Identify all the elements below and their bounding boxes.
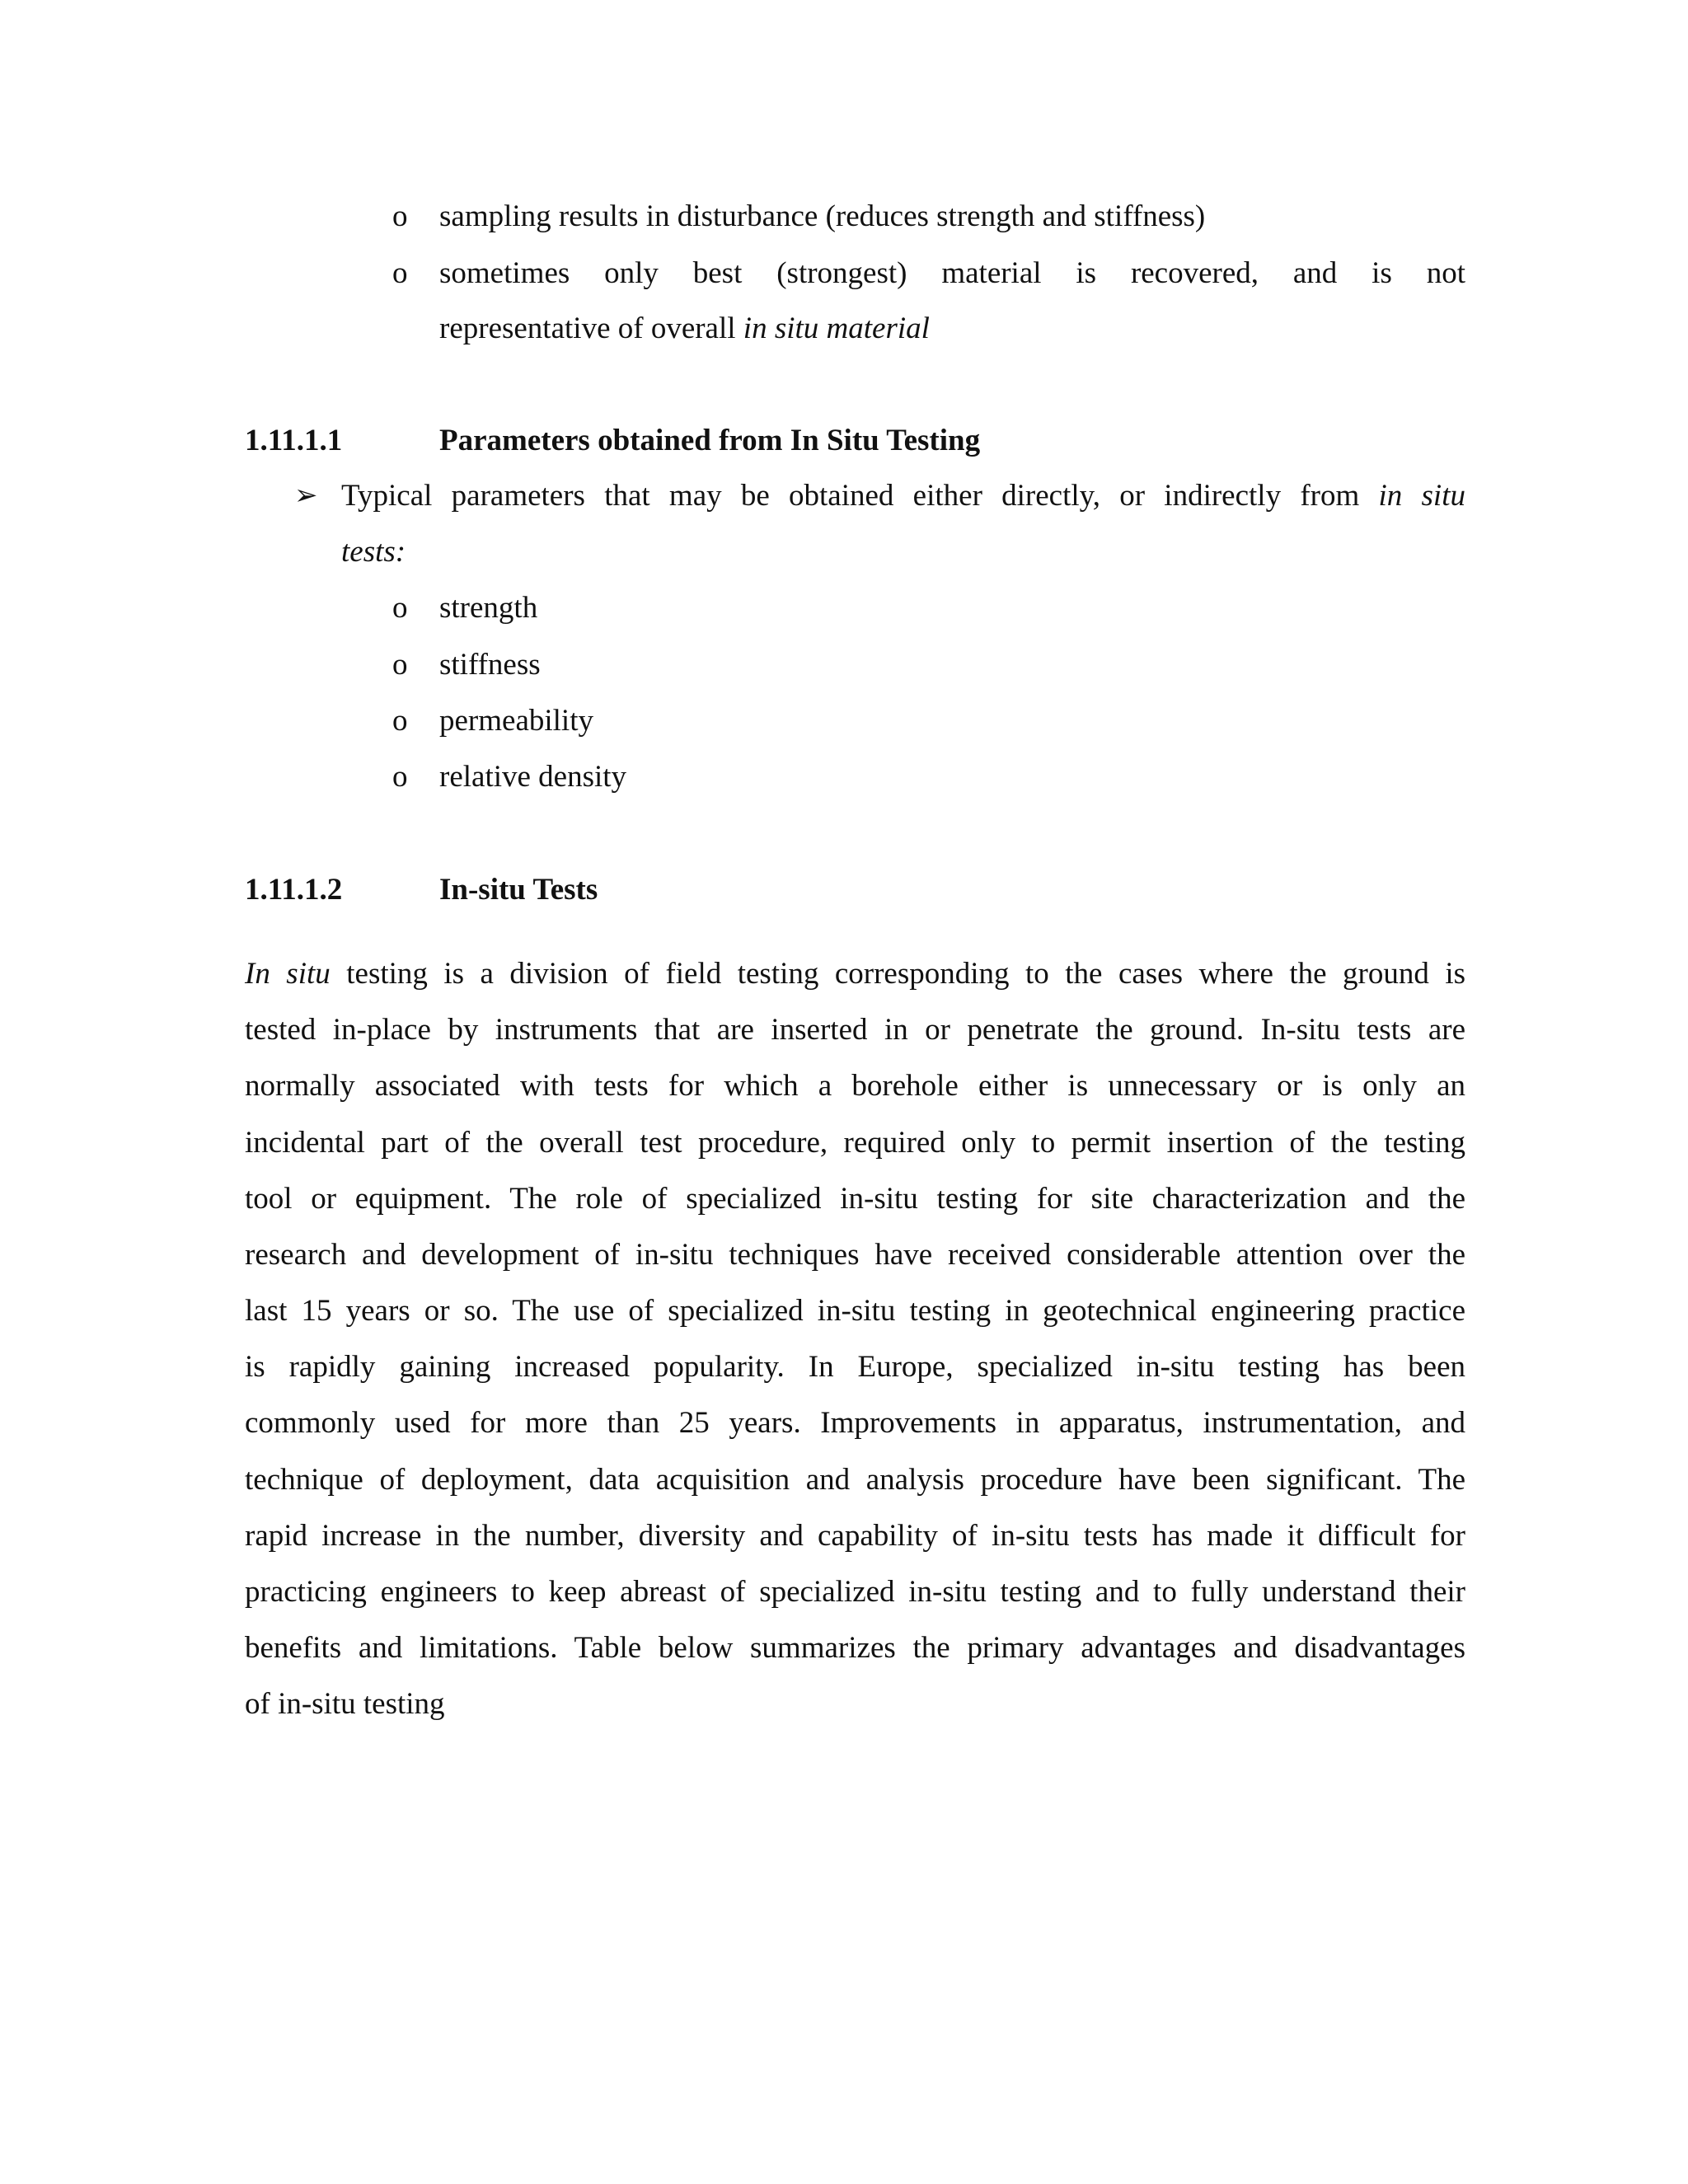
paragraph-lead-italic: In situ bbox=[245, 957, 331, 991]
bullet-text-continuation bbox=[341, 534, 406, 570]
list-item: strength bbox=[439, 591, 538, 625]
list-marker: o bbox=[392, 591, 408, 625]
bullet-text-italic: tests: bbox=[341, 535, 406, 569]
list-marker: o bbox=[392, 199, 408, 233]
paragraph-line: tool or equipment. The role of specialized in-situ testing for site characterization and the bbox=[245, 1182, 1465, 1216]
list-marker: o bbox=[392, 256, 408, 290]
arrow-bullet-icon: ➢ bbox=[294, 480, 318, 511]
list-marker: o bbox=[392, 704, 408, 738]
list-item: permeability bbox=[439, 704, 593, 738]
list-item: stiffness bbox=[439, 648, 541, 682]
paragraph-line: commonly used for more than 25 years. Improvements in apparatus, instrumentation, and bbox=[245, 1406, 1465, 1440]
paragraph-line: normally associated with tests for which a borehole either is unnecessary or is only an bbox=[245, 1069, 1465, 1103]
paragraph-line: incidental part of the overall test procedure, required only to permit insertion of the testing bbox=[245, 1126, 1465, 1160]
section-number: 1.11.1.2 bbox=[245, 873, 343, 907]
list-item-text: representative of overall bbox=[439, 312, 743, 345]
paragraph-line bbox=[245, 956, 1465, 992]
section-title: In-situ Tests bbox=[439, 873, 598, 907]
paragraph-line: rapid increase in the number, diversity and capability of in-situ tests has made it difficult for bbox=[245, 1519, 1465, 1553]
bullet-text-italic: in situ bbox=[1378, 479, 1465, 513]
paragraph-text: testing is a division of field testing corresponding to the cases where the ground is bbox=[330, 957, 1466, 991]
list-item-italic-text: in situ material bbox=[743, 312, 930, 345]
list-marker: o bbox=[392, 760, 408, 794]
list-marker: o bbox=[392, 648, 408, 682]
paragraph-line: research and development of in-situ techniques have received considerable attention over the bbox=[245, 1238, 1465, 1272]
section-title: Parameters obtained from In Situ Testing bbox=[439, 424, 981, 457]
bullet-text-plain: Typical parameters that may be obtained either directly, or indirectly from bbox=[341, 479, 1379, 513]
bullet-text bbox=[341, 478, 1465, 514]
paragraph-line: tested in-place by instruments that are inserted in or penetrate the ground. In-situ tests are bbox=[245, 1013, 1465, 1047]
paragraph-line: benefits and limitations. Table below summarizes the primary advantages and disadvantages bbox=[245, 1631, 1465, 1665]
section-number: 1.11.1.1 bbox=[245, 424, 343, 457]
paragraph-line: last 15 years or so. The use of specialized in-situ testing in geotechnical engineering practice bbox=[245, 1294, 1465, 1328]
list-item: sampling results in disturbance (reduces strength and stiffness) bbox=[439, 199, 1206, 233]
paragraph-line: practicing engineers to keep abreast of specialized in-situ testing and to fully understand their bbox=[245, 1575, 1465, 1609]
list-item-continuation bbox=[439, 311, 930, 347]
paragraph-line: is rapidly gaining increased popularity. In Europe, specialized in-situ testing has been bbox=[245, 1350, 1465, 1384]
paragraph-line: technique of deployment, data acquisition and analysis procedure have been significant. The bbox=[245, 1463, 1465, 1497]
list-item: sometimes only best (strongest) material is recovered, and is not bbox=[439, 256, 1465, 290]
list-item: relative density bbox=[439, 760, 627, 794]
paragraph-line: of in-situ testing bbox=[245, 1687, 445, 1721]
